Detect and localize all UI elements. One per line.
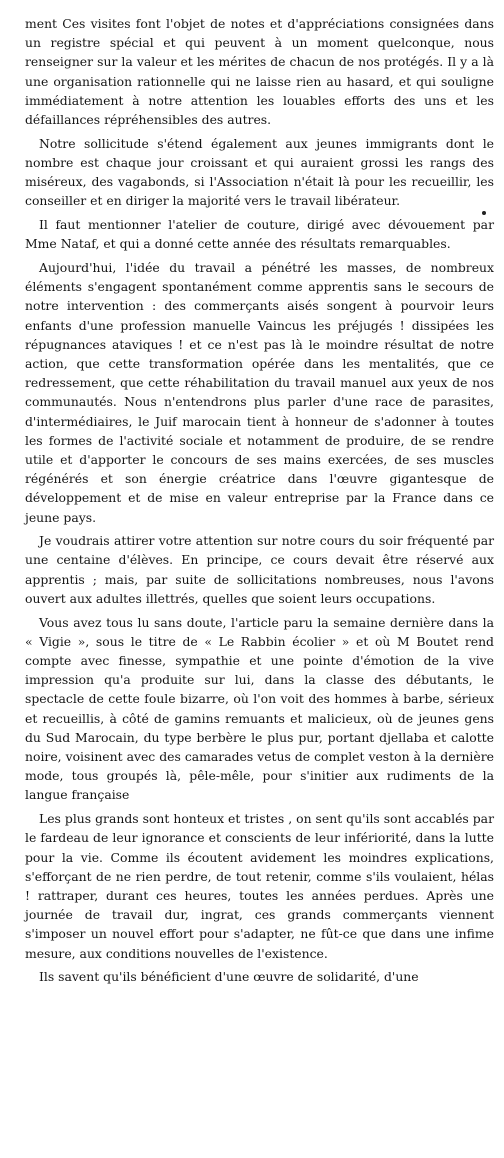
paragraph-1: ment Ces visites font l'objet de notes et d'appréciations consignées dans un registre spécial et qui peuvent à un moment quelconque, nous renseigner sur la valeur et les mérites de chacun de nos protégés. Il y a là une organisation rationnelle qui ne laisse rien au hasard, et qui souligne immédiatement à notre attention les louables efforts des uns et les défaillances répréhensibles des autres.: [25, 16, 494, 128]
paragraph-7: Les plus grands sont honteux et tristes , on sent qu'ils sont accablés par le fardeau de leur ignorance et conscients de leur infériorité, dans la lutte pour la vie. Comme ils écoutent avidement les moindres explications, s'efforçant de ne rien perdre, de tout retenir, comme s'ils voulaient, hélas ! rattraper, durant ces heures, toutes les années perdues. Après une journée de travail dur, ingrat, ces grands commerçants viennent s'imposer un nouvel effort pour s'adapter, ne fût-ce que dans une infime mesure, aux conditions nouvelles de l'existence.: [25, 811, 494, 961]
stray-ink-dot: [482, 211, 486, 215]
paragraph-5: Je voudrais attirer votre attention sur notre cours du soir fréquenté par une centaine d'élèves. En principe, ce cours devait être réservé aux apprentis ; mais, par suite de sollicitations nombreuses, nous l'avons ouvert aux adultes illettrés, quelles que soient leurs occupations.: [25, 533, 494, 606]
paragraph-3: Il faut mentionner l'atelier de couture, dirigé avec dévouement par Mme Nataf, et qui a donné cette année des résultats remarquables.: [25, 217, 494, 252]
paragraph-4: Aujourd'hui, l'idée du travail a pénétré les masses, de nombreux éléments s'engagent spontanément comme apprentis sans le secours de notre intervention : des commerçants aisés songent à pourvoir leurs enfants d'une profession manuelle Vaincus les préjugés ! dissipées les répugnances ataviques ! et ce n'est pas là le moindre résultat de notre action, que cette transformation opérée dans les mentalités, que ce redressement, que cette réhabilitation du travail manuel aux yeux de nos communautés. Nous n'entendrons plus parler d'une race de parasites, d'intermédiaires, le Juif marocain tient à honneur de s'adonner à toutes les formes de l'activité sociale et notamment de produire, de se rendre utile et d'apporter le concours de ses mains exercées, de ses muscles régénérés et son énergie créatrice dans l'œuvre gigantesque de développement et de mise en valeur entreprise par la France dans ce jeune pays.: [25, 259, 494, 525]
paragraph-8: Ils savent qu'ils bénéficient d'une œuvre de solidarité, d'une: [39, 969, 419, 985]
paragraph-6: Vous avez tous lu sans doute, l'article paru la semaine dernière dans la « Vigie », sous le titre de « Le Rabbin écolier » et où M Boutet rend compte avec finesse, sympathie et une pointe d'émotion de la vive impression qu'a produite sur lui, dans la classe des débutants, le spectacle de cette foule bizarre, où l'on voit des hommes à barbe, sérieux et recueillis, à côté de gamins remuants et malicieux, où de jeunes gens du Sud Marocain, du type berbère le plus pur, portant djellaba et calotte noire, voisinent avec des camarades vetus de complet veston à la dernière mode, tous groupés là, pêle-mêle, pour s'initier aux rudiments de la langue française: [25, 614, 494, 803]
paragraph-2: Notre sollicitude s'étend également aux jeunes immigrants dont le nombre est chaque jour croissant et qui auraient grossi les rangs des miséreux, des vagabonds, si l'Association n'était là pour les recueillir, les conseiller et en diriger la majorité vers le travail libérateur.: [25, 135, 494, 209]
